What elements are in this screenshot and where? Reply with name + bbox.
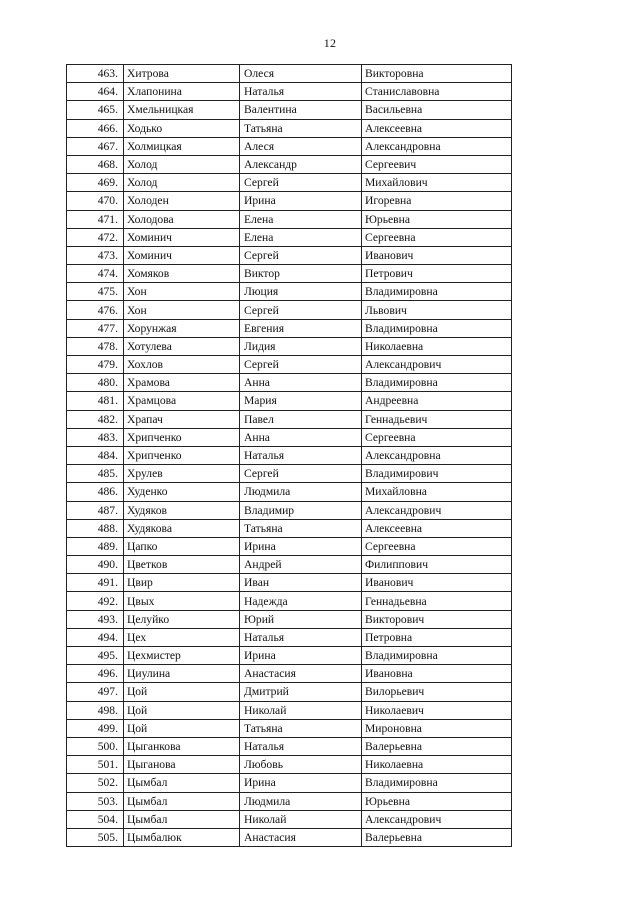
patronymic-cell: Иванович (362, 574, 512, 592)
table-row (67, 174, 512, 192)
patronymic-cell: Петровна (362, 628, 512, 646)
first-name-cell: Людмила (240, 792, 362, 810)
table-row (67, 192, 512, 210)
table-row (67, 719, 512, 737)
first-name-cell: Анастасия (240, 828, 362, 846)
table-row (67, 792, 512, 810)
row-number: 486. (67, 483, 124, 501)
first-name-cell: Валентина (240, 101, 362, 119)
last-name-cell: Цветков (124, 556, 240, 574)
patronymic-cell: Геннадьевна (362, 592, 512, 610)
last-name-cell: Хохлов (124, 356, 240, 374)
last-name-cell: Цымбал (124, 810, 240, 828)
table-row (67, 537, 512, 555)
last-name-cell: Храмова (124, 374, 240, 392)
patronymic-cell: Николаевна (362, 337, 512, 355)
row-number: 466. (67, 119, 124, 137)
first-name-cell: Сергей (240, 465, 362, 483)
last-name-cell: Холодова (124, 210, 240, 228)
table-row (67, 465, 512, 483)
last-name-cell: Холод (124, 174, 240, 192)
table-row (67, 356, 512, 374)
patronymic-cell: Львович (362, 301, 512, 319)
patronymic-cell: Владимирович (362, 465, 512, 483)
last-name-cell: Хлапонина (124, 83, 240, 101)
last-name-cell: Цех (124, 628, 240, 646)
first-name-cell: Павел (240, 410, 362, 428)
table-row (67, 737, 512, 755)
patronymic-cell: Станиславовна (362, 83, 512, 101)
first-name-cell: Евгения (240, 319, 362, 337)
first-name-cell: Анастасия (240, 665, 362, 683)
first-name-cell: Татьяна (240, 719, 362, 737)
roster-table-body (67, 65, 512, 847)
row-number: 464. (67, 83, 124, 101)
table-row (67, 337, 512, 355)
patronymic-cell: Юрьевна (362, 210, 512, 228)
last-name-cell: Ходько (124, 119, 240, 137)
table-row (67, 137, 512, 155)
row-number: 483. (67, 428, 124, 446)
patronymic-cell: Филиппович (362, 556, 512, 574)
last-name-cell: Хотулева (124, 337, 240, 355)
row-number: 497. (67, 683, 124, 701)
table-row (67, 246, 512, 264)
last-name-cell: Цой (124, 701, 240, 719)
last-name-cell: Худяков (124, 501, 240, 519)
patronymic-cell: Михайловна (362, 483, 512, 501)
last-name-cell: Хоминич (124, 246, 240, 264)
last-name-cell: Цыганова (124, 756, 240, 774)
first-name-cell: Надежда (240, 592, 362, 610)
patronymic-cell: Васильевна (362, 101, 512, 119)
table-row (67, 119, 512, 137)
last-name-cell: Целуйко (124, 610, 240, 628)
row-number: 501. (67, 756, 124, 774)
last-name-cell: Цой (124, 719, 240, 737)
first-name-cell: Наталья (240, 628, 362, 646)
first-name-cell: Сергей (240, 246, 362, 264)
table-row (67, 428, 512, 446)
row-number: 467. (67, 137, 124, 155)
last-name-cell: Холмицкая (124, 137, 240, 155)
patronymic-cell: Викторович (362, 610, 512, 628)
first-name-cell: Людмила (240, 483, 362, 501)
row-number: 465. (67, 101, 124, 119)
last-name-cell: Цой (124, 683, 240, 701)
last-name-cell: Холоден (124, 192, 240, 210)
last-name-cell: Хон (124, 301, 240, 319)
last-name-cell: Цапко (124, 537, 240, 555)
first-name-cell: Олеся (240, 65, 362, 83)
patronymic-cell: Валерьевна (362, 828, 512, 846)
table-row (67, 756, 512, 774)
patronymic-cell: Александрович (362, 501, 512, 519)
last-name-cell: Холод (124, 155, 240, 173)
first-name-cell: Юрий (240, 610, 362, 628)
last-name-cell: Хитрова (124, 65, 240, 83)
last-name-cell: Цвых (124, 592, 240, 610)
last-name-cell: Хорунжая (124, 319, 240, 337)
patronymic-cell: Вилорьевич (362, 683, 512, 701)
table-row (67, 828, 512, 846)
first-name-cell: Татьяна (240, 519, 362, 537)
last-name-cell: Цехмистер (124, 647, 240, 665)
table-row (67, 301, 512, 319)
patronymic-cell: Сергеевич (362, 155, 512, 173)
table-row (67, 319, 512, 337)
table-row (67, 265, 512, 283)
patronymic-cell: Александровна (362, 137, 512, 155)
first-name-cell: Сергей (240, 301, 362, 319)
first-name-cell: Татьяна (240, 119, 362, 137)
row-number: 474. (67, 265, 124, 283)
table-row (67, 519, 512, 537)
row-number: 491. (67, 574, 124, 592)
first-name-cell: Мария (240, 392, 362, 410)
table-row (67, 446, 512, 464)
table-row (67, 628, 512, 646)
table-row (67, 647, 512, 665)
row-number: 472. (67, 228, 124, 246)
row-number: 468. (67, 155, 124, 173)
row-number: 476. (67, 301, 124, 319)
table-row (67, 501, 512, 519)
first-name-cell: Елена (240, 228, 362, 246)
row-number: 480. (67, 374, 124, 392)
row-number: 503. (67, 792, 124, 810)
patronymic-cell: Андреевна (362, 392, 512, 410)
patronymic-cell: Владимировна (362, 283, 512, 301)
patronymic-cell: Иванович (362, 246, 512, 264)
first-name-cell: Анна (240, 374, 362, 392)
patronymic-cell: Владимировна (362, 647, 512, 665)
table-row (67, 374, 512, 392)
row-number: 489. (67, 537, 124, 555)
row-number: 490. (67, 556, 124, 574)
row-number: 492. (67, 592, 124, 610)
patronymic-cell: Владимировна (362, 374, 512, 392)
last-name-cell: Циулина (124, 665, 240, 683)
table-row (67, 101, 512, 119)
first-name-cell: Лидия (240, 337, 362, 355)
table-row (67, 483, 512, 501)
patronymic-cell: Петрович (362, 265, 512, 283)
patronymic-cell: Юрьевна (362, 792, 512, 810)
last-name-cell: Хрипченко (124, 428, 240, 446)
table-row (67, 683, 512, 701)
last-name-cell: Хмельницкая (124, 101, 240, 119)
last-name-cell: Цымбал (124, 774, 240, 792)
first-name-cell: Дмитрий (240, 683, 362, 701)
row-number: 493. (67, 610, 124, 628)
row-number: 481. (67, 392, 124, 410)
patronymic-cell: Владимировна (362, 319, 512, 337)
table-row (67, 83, 512, 101)
first-name-cell: Ирина (240, 537, 362, 555)
row-number: 463. (67, 65, 124, 83)
last-name-cell: Хрулев (124, 465, 240, 483)
first-name-cell: Виктор (240, 265, 362, 283)
table-row (67, 556, 512, 574)
last-name-cell: Худенко (124, 483, 240, 501)
table-row (67, 774, 512, 792)
first-name-cell: Люция (240, 283, 362, 301)
row-number: 498. (67, 701, 124, 719)
table-row (67, 392, 512, 410)
table-row (67, 65, 512, 83)
last-name-cell: Хомяков (124, 265, 240, 283)
patronymic-cell: Михайлович (362, 174, 512, 192)
first-name-cell: Иван (240, 574, 362, 592)
first-name-cell: Ирина (240, 192, 362, 210)
patronymic-cell: Александрович (362, 810, 512, 828)
table-row (67, 210, 512, 228)
first-name-cell: Алеся (240, 137, 362, 155)
first-name-cell: Наталья (240, 737, 362, 755)
roster-table (66, 64, 512, 847)
table-row (67, 610, 512, 628)
first-name-cell: Николай (240, 810, 362, 828)
first-name-cell: Ирина (240, 647, 362, 665)
row-number: 478. (67, 337, 124, 355)
patronymic-cell: Александровна (362, 446, 512, 464)
row-number: 475. (67, 283, 124, 301)
row-number: 504. (67, 810, 124, 828)
row-number: 500. (67, 737, 124, 755)
patronymic-cell: Мироновна (362, 719, 512, 737)
table-row (67, 701, 512, 719)
last-name-cell: Цымбал (124, 792, 240, 810)
last-name-cell: Цымбалюк (124, 828, 240, 846)
last-name-cell: Худякова (124, 519, 240, 537)
last-name-cell: Хрипченко (124, 446, 240, 464)
row-number: 505. (67, 828, 124, 846)
row-number: 495. (67, 647, 124, 665)
table-row (67, 228, 512, 246)
first-name-cell: Владимир (240, 501, 362, 519)
row-number: 488. (67, 519, 124, 537)
row-number: 477. (67, 319, 124, 337)
row-number: 499. (67, 719, 124, 737)
last-name-cell: Храмцова (124, 392, 240, 410)
patronymic-cell: Ивановна (362, 665, 512, 683)
row-number: 494. (67, 628, 124, 646)
last-name-cell: Хон (124, 283, 240, 301)
patronymic-cell: Алексеевна (362, 119, 512, 137)
row-number: 469. (67, 174, 124, 192)
row-number: 479. (67, 356, 124, 374)
patronymic-cell: Александрович (362, 356, 512, 374)
first-name-cell: Ирина (240, 774, 362, 792)
row-number: 496. (67, 665, 124, 683)
patronymic-cell: Владимировна (362, 774, 512, 792)
patronymic-cell: Сергеевна (362, 228, 512, 246)
row-number: 470. (67, 192, 124, 210)
table-row (67, 155, 512, 173)
first-name-cell: Наталья (240, 83, 362, 101)
first-name-cell: Андрей (240, 556, 362, 574)
row-number: 484. (67, 446, 124, 464)
first-name-cell: Александр (240, 155, 362, 173)
first-name-cell: Анна (240, 428, 362, 446)
first-name-cell: Наталья (240, 446, 362, 464)
patronymic-cell: Сергеевна (362, 428, 512, 446)
first-name-cell: Любовь (240, 756, 362, 774)
patronymic-cell: Викторовна (362, 65, 512, 83)
row-number: 473. (67, 246, 124, 264)
row-number: 485. (67, 465, 124, 483)
patronymic-cell: Игоревна (362, 192, 512, 210)
patronymic-cell: Сергеевна (362, 537, 512, 555)
row-number: 471. (67, 210, 124, 228)
patronymic-cell: Николаевич (362, 701, 512, 719)
last-name-cell: Цвир (124, 574, 240, 592)
first-name-cell: Сергей (240, 174, 362, 192)
last-name-cell: Хоминич (124, 228, 240, 246)
row-number: 502. (67, 774, 124, 792)
row-number: 482. (67, 410, 124, 428)
table-row (67, 410, 512, 428)
last-name-cell: Цыганкова (124, 737, 240, 755)
table-row (67, 665, 512, 683)
table-row (67, 574, 512, 592)
patronymic-cell: Николаевна (362, 756, 512, 774)
first-name-cell: Сергей (240, 356, 362, 374)
table-row (67, 810, 512, 828)
table-row (67, 283, 512, 301)
row-number: 487. (67, 501, 124, 519)
page-number: 12 (323, 36, 337, 50)
patronymic-cell: Алексеевна (362, 519, 512, 537)
patronymic-cell: Геннадьевич (362, 410, 512, 428)
last-name-cell: Храпач (124, 410, 240, 428)
patronymic-cell: Валерьевна (362, 737, 512, 755)
first-name-cell: Елена (240, 210, 362, 228)
table-row (67, 592, 512, 610)
first-name-cell: Николай (240, 701, 362, 719)
